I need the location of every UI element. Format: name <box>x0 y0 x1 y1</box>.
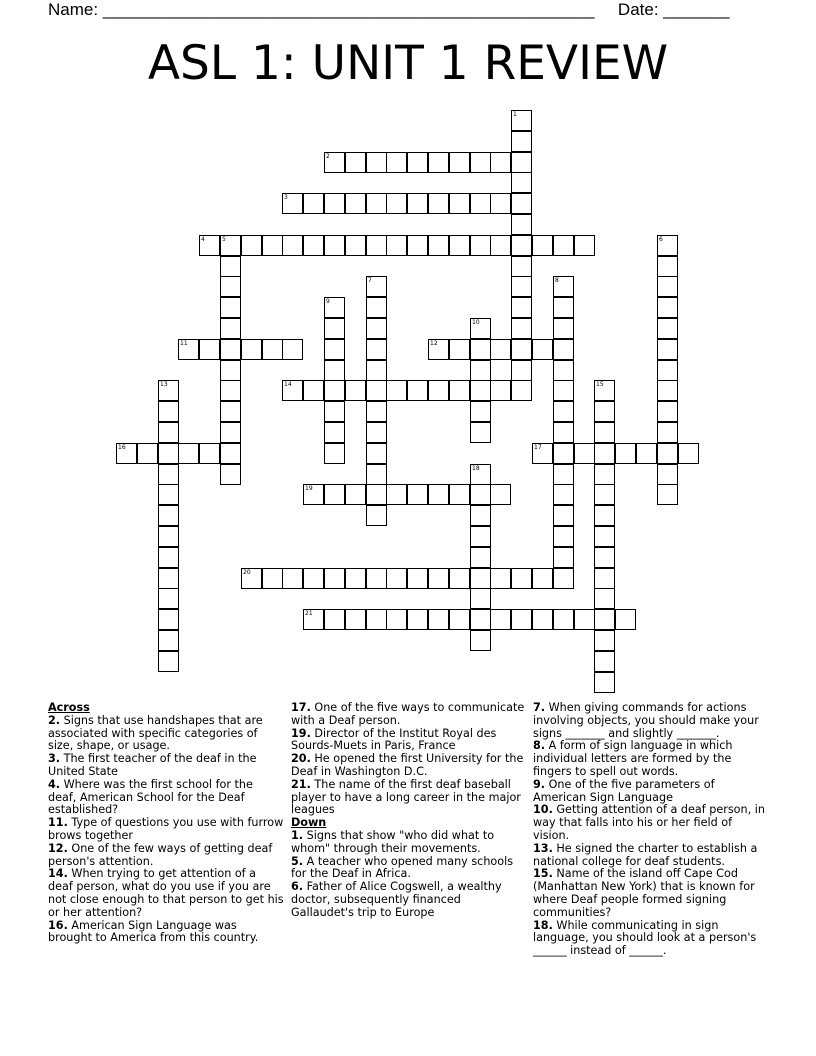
grid-cell[interactable] <box>137 443 158 464</box>
grid-cell[interactable] <box>324 235 345 256</box>
clue-number: 9 <box>326 298 330 305</box>
grid-cell[interactable] <box>449 568 470 589</box>
grid-cell[interactable] <box>532 568 553 589</box>
grid-cell[interactable] <box>324 193 345 214</box>
grid-cell[interactable] <box>366 380 387 401</box>
grid-cell[interactable] <box>386 484 407 505</box>
grid-cell[interactable] <box>657 339 678 360</box>
grid-cell[interactable] <box>511 256 532 277</box>
grid-cell[interactable] <box>470 422 491 443</box>
grid-cell[interactable] <box>490 152 511 173</box>
grid-cell[interactable] <box>220 318 241 339</box>
grid-cell[interactable] <box>657 256 678 277</box>
clue-number: 7 <box>368 277 372 284</box>
grid-cell[interactable] <box>366 235 387 256</box>
grid-cell[interactable] <box>262 339 283 360</box>
name-field[interactable]: ____________________________________________________ <box>102 0 595 19</box>
grid-cell[interactable] <box>470 505 491 526</box>
clue-across-14: 14. When trying to get attention of a deaf person, what do you use if you are not close enough to that person to get his or her attention? <box>48 867 284 919</box>
grid-cell[interactable] <box>158 422 179 443</box>
grid-cell[interactable] <box>594 609 615 630</box>
grid-cell[interactable] <box>158 380 179 401</box>
grid-cell[interactable] <box>366 464 387 485</box>
grid-cell[interactable] <box>324 609 345 630</box>
grid-cell[interactable] <box>158 505 179 526</box>
grid-cell[interactable] <box>449 380 470 401</box>
grid-cell[interactable] <box>366 609 387 630</box>
grid-cell[interactable] <box>470 339 491 360</box>
grid-cell[interactable] <box>532 443 553 464</box>
grid-cell[interactable] <box>511 110 532 131</box>
clue-down-7: 7. When giving commands for actions involving objects, you should make your signs _______ and slightly _______. <box>533 701 759 740</box>
clue-down-6: 6. Father of Alice Cogswell, a wealthy doctor, subsequently financed Gallaudet's trip to Europe <box>291 880 502 919</box>
grid-cell[interactable] <box>303 193 324 214</box>
grid-cell[interactable] <box>158 568 179 589</box>
grid-cell[interactable] <box>449 484 470 505</box>
clue-number: 17 <box>534 444 542 451</box>
grid-cell[interactable] <box>511 318 532 339</box>
grid-cell[interactable] <box>345 484 366 505</box>
grid-cell[interactable] <box>158 401 179 422</box>
grid-cell[interactable] <box>303 484 324 505</box>
grid-cell[interactable] <box>158 588 179 609</box>
grid-cell[interactable] <box>553 380 574 401</box>
grid-cell[interactable] <box>220 443 241 464</box>
grid-cell[interactable] <box>366 505 387 526</box>
clue-number: 11 <box>180 340 188 347</box>
clue-number: 1 <box>513 111 517 118</box>
grid-cell[interactable] <box>199 235 220 256</box>
grid-cell[interactable] <box>657 464 678 485</box>
grid-cell[interactable] <box>532 339 553 360</box>
grid-cell[interactable] <box>220 464 241 485</box>
grid-cell[interactable] <box>470 235 491 256</box>
grid-cell[interactable] <box>345 152 366 173</box>
grid-cell[interactable] <box>158 464 179 485</box>
grid-cell[interactable] <box>594 526 615 547</box>
grid-cell[interactable] <box>345 235 366 256</box>
clue-number: 15 <box>596 381 604 388</box>
grid-cell[interactable] <box>407 380 428 401</box>
grid-cell[interactable] <box>324 297 345 318</box>
grid-cell[interactable] <box>366 360 387 381</box>
date-label: Date: <box>617 0 659 19</box>
grid-cell[interactable] <box>594 547 615 568</box>
grid-cell[interactable] <box>470 318 491 339</box>
grid-cell[interactable] <box>158 630 179 651</box>
clue-number: 21 <box>305 610 313 617</box>
grid-cell[interactable] <box>386 609 407 630</box>
grid-cell[interactable] <box>511 131 532 152</box>
grid-cell[interactable] <box>532 609 553 630</box>
grid-cell[interactable] <box>470 588 491 609</box>
grid-cell[interactable] <box>657 422 678 443</box>
grid-cell[interactable] <box>386 568 407 589</box>
clue-number: 16 <box>118 444 126 451</box>
grid-cell[interactable] <box>678 443 699 464</box>
clue-across-17: 17. One of the five ways to communicate with a Deaf person. <box>291 701 525 727</box>
grid-cell[interactable] <box>470 568 491 589</box>
grid-cell[interactable] <box>282 193 303 214</box>
grid-cell[interactable] <box>657 380 678 401</box>
grid-cell[interactable] <box>241 339 262 360</box>
grid-cell[interactable] <box>553 443 574 464</box>
grid-cell[interactable] <box>428 193 449 214</box>
grid-cell[interactable] <box>490 193 511 214</box>
clue-number: 3 <box>284 194 288 201</box>
clue-across-20: 20. He opened the first University for the Deaf in Washington D.C. <box>291 752 524 778</box>
across-heading: Across <box>48 701 90 714</box>
grid-cell[interactable] <box>386 193 407 214</box>
grid-cell[interactable] <box>366 422 387 443</box>
grid-cell[interactable] <box>594 568 615 589</box>
grid-cell[interactable] <box>490 568 511 589</box>
grid-cell[interactable] <box>553 318 574 339</box>
grid-cell[interactable] <box>407 484 428 505</box>
grid-cell[interactable] <box>220 276 241 297</box>
grid-cell[interactable] <box>553 401 574 422</box>
date-field[interactable]: _______ <box>663 0 730 19</box>
grid-cell[interactable] <box>657 360 678 381</box>
grid-cell[interactable] <box>657 484 678 505</box>
grid-cell[interactable] <box>594 484 615 505</box>
grid-cell[interactable] <box>282 380 303 401</box>
grid-cell[interactable] <box>553 422 574 443</box>
grid-cell[interactable] <box>532 235 553 256</box>
grid-cell[interactable] <box>324 443 345 464</box>
grid-cell[interactable] <box>657 235 678 256</box>
grid-cell[interactable] <box>657 401 678 422</box>
grid-cell[interactable] <box>470 193 491 214</box>
grid-cell[interactable] <box>220 256 241 277</box>
grid-cell[interactable] <box>345 193 366 214</box>
clue-number: 14 <box>284 381 292 388</box>
grid-cell[interactable] <box>490 380 511 401</box>
grid-cell[interactable] <box>511 339 532 360</box>
grid-cell[interactable] <box>282 235 303 256</box>
grid-cell[interactable] <box>470 630 491 651</box>
clue-down-13: 13. He signed the charter to establish a national college for deaf students. <box>533 841 758 868</box>
grid-cell[interactable] <box>199 443 220 464</box>
grid-cell[interactable] <box>366 568 387 589</box>
grid-cell[interactable] <box>428 380 449 401</box>
grid-cell[interactable] <box>449 609 470 630</box>
grid-cell[interactable] <box>511 297 532 318</box>
clue-across-11: 11. Type of questions you use with furrow brows together <box>48 816 284 842</box>
grid-cell[interactable] <box>407 235 428 256</box>
grid-cell[interactable] <box>366 152 387 173</box>
grid-cell[interactable] <box>574 609 595 630</box>
grid-cell[interactable] <box>490 484 511 505</box>
grid-cell[interactable] <box>303 609 324 630</box>
grid-cell[interactable] <box>366 443 387 464</box>
grid-cell[interactable] <box>449 152 470 173</box>
grid-cell[interactable] <box>262 235 283 256</box>
grid-cell[interactable] <box>199 339 220 360</box>
grid-cell[interactable] <box>386 152 407 173</box>
grid-cell[interactable] <box>594 505 615 526</box>
grid-cell[interactable] <box>553 339 574 360</box>
clue-across-21: 21. The name of the first deaf baseball player to have a long career in the major leagues <box>291 777 521 817</box>
grid-cell[interactable] <box>553 609 574 630</box>
grid-cell[interactable] <box>407 609 428 630</box>
grid-cell[interactable] <box>511 214 532 235</box>
grid-cell[interactable] <box>449 235 470 256</box>
grid-cell[interactable] <box>511 235 532 256</box>
grid-cell[interactable] <box>657 318 678 339</box>
clue-across-2: 2. Signs that use handshapes that are associated with specific categories of size, shape, or usage. <box>48 713 263 753</box>
grid-cell[interactable] <box>470 526 491 547</box>
grid-cell[interactable] <box>511 172 532 193</box>
grid-cell[interactable] <box>574 443 595 464</box>
clue-number: 12 <box>430 340 438 347</box>
grid-cell[interactable] <box>324 152 345 173</box>
grid-cell[interactable] <box>511 193 532 214</box>
grid-cell[interactable] <box>407 152 428 173</box>
clue-down-1: 1. Signs that show "who did what to whom" through their movements. <box>291 828 495 855</box>
grid-cell[interactable] <box>178 339 199 360</box>
clue-number: 6 <box>659 236 663 243</box>
name-label: Name: <box>48 0 99 19</box>
grid-cell[interactable] <box>345 609 366 630</box>
grid-cell[interactable] <box>594 380 615 401</box>
grid-cell[interactable] <box>158 609 179 630</box>
grid-cell[interactable] <box>553 235 574 256</box>
down-heading: Down <box>291 816 327 830</box>
clue-down-5: 5. A teacher who opened many schools for the Deaf in Africa. <box>291 854 514 881</box>
clues-column-1 <box>48 702 284 945</box>
grid-cell[interactable] <box>594 651 615 672</box>
clue-across-16: 16. American Sign Language was brought to America from this country. <box>48 918 259 945</box>
grid-cell[interactable] <box>511 568 532 589</box>
grid-cell[interactable] <box>428 568 449 589</box>
grid-cell[interactable] <box>553 360 574 381</box>
grid-cell[interactable] <box>324 401 345 422</box>
grid-cell[interactable] <box>366 484 387 505</box>
grid-cell[interactable] <box>449 339 470 360</box>
grid-cell[interactable] <box>470 152 491 173</box>
grid-cell[interactable] <box>282 339 303 360</box>
grid-cell[interactable] <box>407 193 428 214</box>
clue-number: 4 <box>201 236 205 243</box>
grid-cell[interactable] <box>615 443 636 464</box>
grid-cell[interactable] <box>220 339 241 360</box>
grid-cell[interactable] <box>594 630 615 651</box>
grid-cell[interactable] <box>366 339 387 360</box>
grid-cell[interactable] <box>511 152 532 173</box>
grid-cell[interactable] <box>553 484 574 505</box>
grid-cell[interactable] <box>220 235 241 256</box>
grid-cell[interactable] <box>220 380 241 401</box>
grid-cell[interactable] <box>594 422 615 443</box>
grid-cell[interactable] <box>158 484 179 505</box>
grid-cell[interactable] <box>470 547 491 568</box>
grid-cell[interactable] <box>366 297 387 318</box>
grid-cell[interactable] <box>386 380 407 401</box>
grid-cell[interactable] <box>553 547 574 568</box>
clue-number: 8 <box>555 277 559 284</box>
grid-cell[interactable] <box>470 609 491 630</box>
page-title: ASL 1: UNIT 1 REVIEW <box>147 36 669 91</box>
grid-cell[interactable] <box>428 609 449 630</box>
clue-across-19: 19. Director of the Institut Royal des Sourds-Muets in Paris, France <box>291 726 497 753</box>
clue-number: 13 <box>160 381 168 388</box>
grid-cell[interactable] <box>490 339 511 360</box>
grid-cell[interactable] <box>470 464 491 485</box>
grid-cell[interactable] <box>553 464 574 485</box>
grid-cell[interactable] <box>303 568 324 589</box>
grid-cell[interactable] <box>490 235 511 256</box>
grid-cell[interactable] <box>324 422 345 443</box>
grid-cell[interactable] <box>324 339 345 360</box>
clue-number: 18 <box>472 465 480 472</box>
grid-cell[interactable] <box>594 588 615 609</box>
grid-cell[interactable] <box>345 568 366 589</box>
grid-cell[interactable] <box>262 568 283 589</box>
grid-cell[interactable] <box>553 505 574 526</box>
grid-cell[interactable] <box>553 297 574 318</box>
grid-cell[interactable] <box>220 360 241 381</box>
grid-cell[interactable] <box>470 360 491 381</box>
grid-cell[interactable] <box>345 380 366 401</box>
grid-cell[interactable] <box>615 609 636 630</box>
grid-cell[interactable] <box>428 152 449 173</box>
clue-number: 2 <box>326 153 330 160</box>
grid-cell[interactable] <box>158 651 179 672</box>
grid-cell[interactable] <box>366 276 387 297</box>
grid-cell[interactable] <box>490 609 511 630</box>
grid-cell[interactable] <box>366 318 387 339</box>
grid-cell[interactable] <box>657 443 678 464</box>
grid-cell[interactable] <box>241 568 262 589</box>
grid-cell[interactable] <box>470 484 491 505</box>
grid-cell[interactable] <box>511 276 532 297</box>
grid-cell[interactable] <box>282 568 303 589</box>
grid-cell[interactable] <box>553 276 574 297</box>
clue-number: 19 <box>305 485 313 492</box>
grid-cell[interactable] <box>511 380 532 401</box>
grid-cell[interactable] <box>511 609 532 630</box>
grid-cell[interactable] <box>428 339 449 360</box>
grid-cell[interactable] <box>366 193 387 214</box>
clue-down-9: 9. One of the five parameters of American Sign Language <box>533 777 715 804</box>
grid-cell[interactable] <box>303 235 324 256</box>
grid-cell[interactable] <box>657 297 678 318</box>
grid-cell[interactable] <box>220 297 241 318</box>
grid-cell[interactable] <box>594 464 615 485</box>
grid-cell[interactable] <box>366 401 387 422</box>
grid-cell[interactable] <box>636 443 657 464</box>
grid-cell[interactable] <box>158 547 179 568</box>
grid-cell[interactable] <box>428 235 449 256</box>
clue-number: 5 <box>222 236 226 243</box>
grid-cell[interactable] <box>386 235 407 256</box>
grid-cell[interactable] <box>241 235 262 256</box>
clues-column-3 <box>533 702 769 958</box>
grid-cell[interactable] <box>657 276 678 297</box>
grid-cell[interactable] <box>324 568 345 589</box>
grid-cell[interactable] <box>324 380 345 401</box>
grid-cell[interactable] <box>303 380 324 401</box>
grid-cell[interactable] <box>470 401 491 422</box>
clue-down-10: 10. Getting attention of a deaf person, in way that falls into his or her field of vision. <box>533 803 765 842</box>
grid-cell[interactable] <box>594 443 615 464</box>
grid-cell[interactable] <box>158 443 179 464</box>
grid-cell[interactable] <box>511 360 532 381</box>
grid-cell[interactable] <box>594 672 615 693</box>
grid-cell[interactable] <box>324 360 345 381</box>
grid-cell[interactable] <box>220 401 241 422</box>
clue-down-8: 8. A form of sign language in which individual letters are formed by the fingers to spell out words. <box>533 739 733 778</box>
grid-cell[interactable] <box>428 484 449 505</box>
clue-across-4: 4. Where was the first school for the deaf, American School for the Deaf established? <box>48 777 253 817</box>
grid-cell[interactable] <box>574 235 595 256</box>
grid-cell[interactable] <box>178 443 199 464</box>
clue-across-12: 12. One of the few ways of getting deaf person's attention. <box>48 841 273 868</box>
grid-cell[interactable] <box>116 443 137 464</box>
grid-cell[interactable] <box>553 568 574 589</box>
clue-number: 10 <box>472 319 480 326</box>
grid-cell[interactable] <box>470 380 491 401</box>
grid-cell[interactable] <box>158 526 179 547</box>
grid-cell[interactable] <box>553 526 574 547</box>
grid-cell[interactable] <box>449 193 470 214</box>
clue-number: 20 <box>243 569 251 576</box>
grid-cell[interactable] <box>594 401 615 422</box>
grid-cell[interactable] <box>220 422 241 443</box>
clue-across-3: 3. The first teacher of the deaf in the United State <box>48 752 257 778</box>
grid-cell[interactable] <box>324 484 345 505</box>
clue-down-15: 15. Name of the island off Cape Cod (Manhattan New York) that is known for where Deaf people formed signing communities? <box>533 867 755 919</box>
clues-column-2 <box>291 702 527 920</box>
grid-cell[interactable] <box>407 568 428 589</box>
grid-cell[interactable] <box>324 318 345 339</box>
clue-down-18: 18. While communicating in sign language, you should look at a person's ______ instead of ______. <box>533 918 757 958</box>
